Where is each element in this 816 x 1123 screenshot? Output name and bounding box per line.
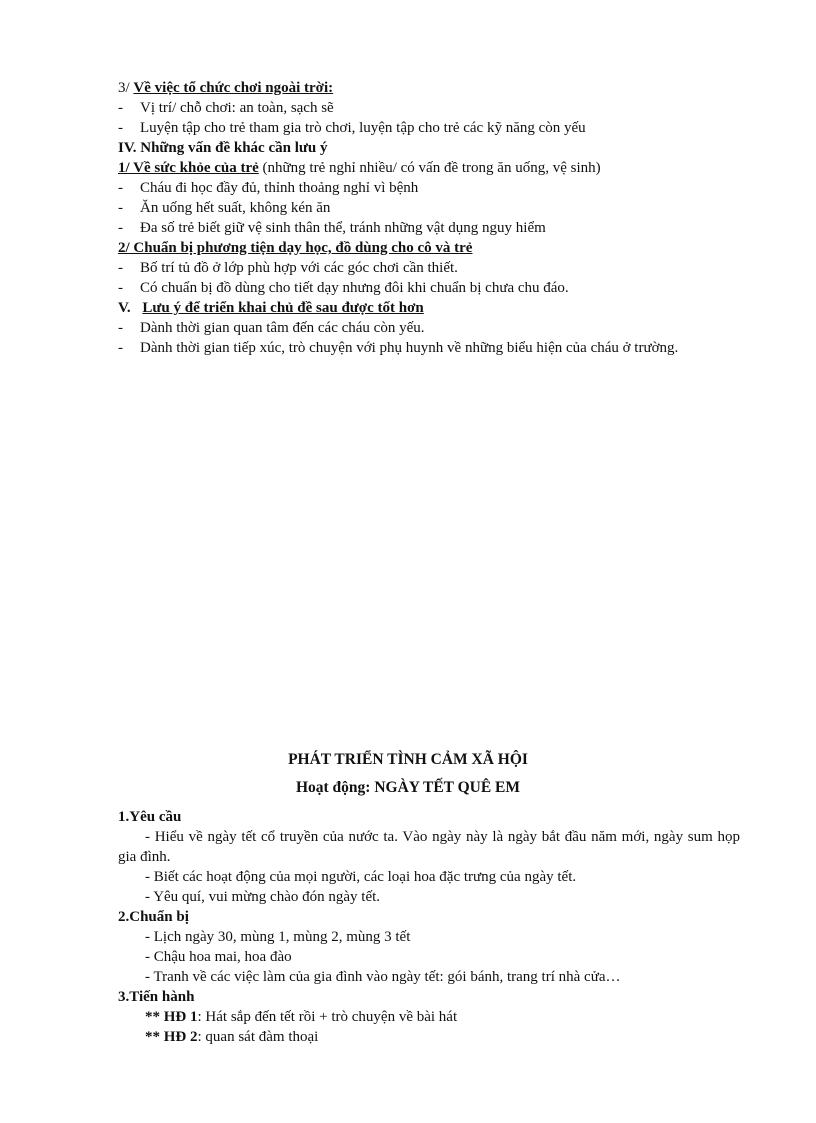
prep-title: 2/ Chuẩn bị phương tiện dạy học, đồ dùng cho cô và trẻ [118, 240, 473, 256]
hd1-text: : Hát sắp đến tết rồi + trò chuyện về bài hát [197, 1009, 458, 1025]
preparation-heading: 2.Chuẩn bị [118, 909, 189, 925]
bullet-dash: - [118, 100, 123, 116]
prep-item-1: Bố trí tủ đồ ở lớp phù hợp với các góc chơi cần thiết. [140, 260, 458, 276]
bullet-dash: - [118, 180, 123, 196]
health-item-1: Cháu đi học đầy đủ, thỉnh thoảng nghỉ vì bệnh [140, 180, 419, 196]
bullet-dash: - [118, 220, 123, 236]
note-title: Lưu ý để triển khai chủ đề sau được tốt hơn [142, 300, 424, 316]
health-item-2: Ăn uống hết suất, không kén ăn [140, 200, 331, 216]
bullet-dash: - [118, 120, 123, 136]
requirement-item-3: - Yêu quí, vui mừng chào đón ngày tết. [145, 889, 381, 905]
health-heading [118, 158, 601, 178]
requirements-heading: 1.Yêu cầu [118, 809, 182, 825]
note-item-2: Dành thời gian tiếp xúc, trò chuyện với phụ huynh về những biểu hiện của cháu ở trường. [140, 340, 679, 356]
note-heading [118, 298, 424, 318]
activity-step-1 [145, 1007, 457, 1027]
bullet-dash: - [118, 280, 123, 296]
prep-item-2: Có chuẩn bị đồ dùng cho tiết dạy nhưng đôi khi chuẩn bị chưa chu đáo. [140, 280, 569, 296]
activity-title: Hoạt động: NGÀY TẾT QUÊ EM [295, 779, 521, 796]
activity-step-2 [145, 1027, 318, 1047]
preparation-item-1: - Lịch ngày 30, mùng 1, mùng 2, mùng 3 tết [145, 929, 411, 945]
hd2-text: : quan sát đàm thoại [197, 1029, 319, 1045]
outdoor-item-2: Luyện tập cho trẻ tham gia trò chơi, luyện tập cho trẻ các kỹ năng còn yếu [140, 120, 586, 136]
outdoor-item-1: Vị trí/ chỗ chơi: an toàn, sạch sẽ [140, 100, 334, 116]
outdoor-title: Về việc tổ chức chơi ngoài trời: [133, 80, 334, 96]
bullet-dash: - [118, 320, 123, 336]
requirement-item-1: - Hiểu về ngày tết cổ truyền của nước ta. Vào ngày này là ngày bắt đầu năm mới, ngày sum họp gia đình. [118, 829, 740, 865]
note-prefix: V. [118, 300, 131, 316]
note-item-1: Dành thời gian quan tâm đến các cháu còn yếu. [140, 320, 425, 336]
health-item-3: Đa số trẻ biết giữ vệ sinh thân thể, tránh những vật dụng nguy hiểm [140, 220, 546, 236]
outdoor-prefix: 3/ [118, 80, 134, 96]
issues-heading: IV. Những vấn đề khác cần lưu ý [118, 140, 328, 156]
preparation-item-3: - Tranh về các việc làm của gia đình vào ngày tết: gói bánh, trang trí nhà cửa… [145, 969, 621, 985]
procedure-heading: 3.Tiến hành [118, 989, 195, 1005]
requirement-item-2: - Biết các hoạt động của mọi người, các loại hoa đặc trưng của ngày tết. [145, 869, 577, 885]
health-note: (những trẻ nghỉ nhiều/ có vấn đề trong ăn uống, vệ sinh) [258, 160, 601, 176]
outdoor-heading [118, 78, 333, 98]
bullet-dash: - [118, 340, 123, 356]
hd1-label: ** HĐ 1 [145, 1009, 198, 1025]
bullet-dash: - [118, 200, 123, 216]
hd2-label: ** HĐ 2 [145, 1029, 198, 1045]
bullet-dash: - [118, 260, 123, 276]
health-title: 1/ Về sức khỏe của trẻ [118, 160, 259, 176]
preparation-item-2: - Chậu hoa mai, hoa đào [145, 949, 292, 965]
page-title: PHÁT TRIỂN TÌNH CẢM XÃ HỘI [288, 751, 528, 768]
